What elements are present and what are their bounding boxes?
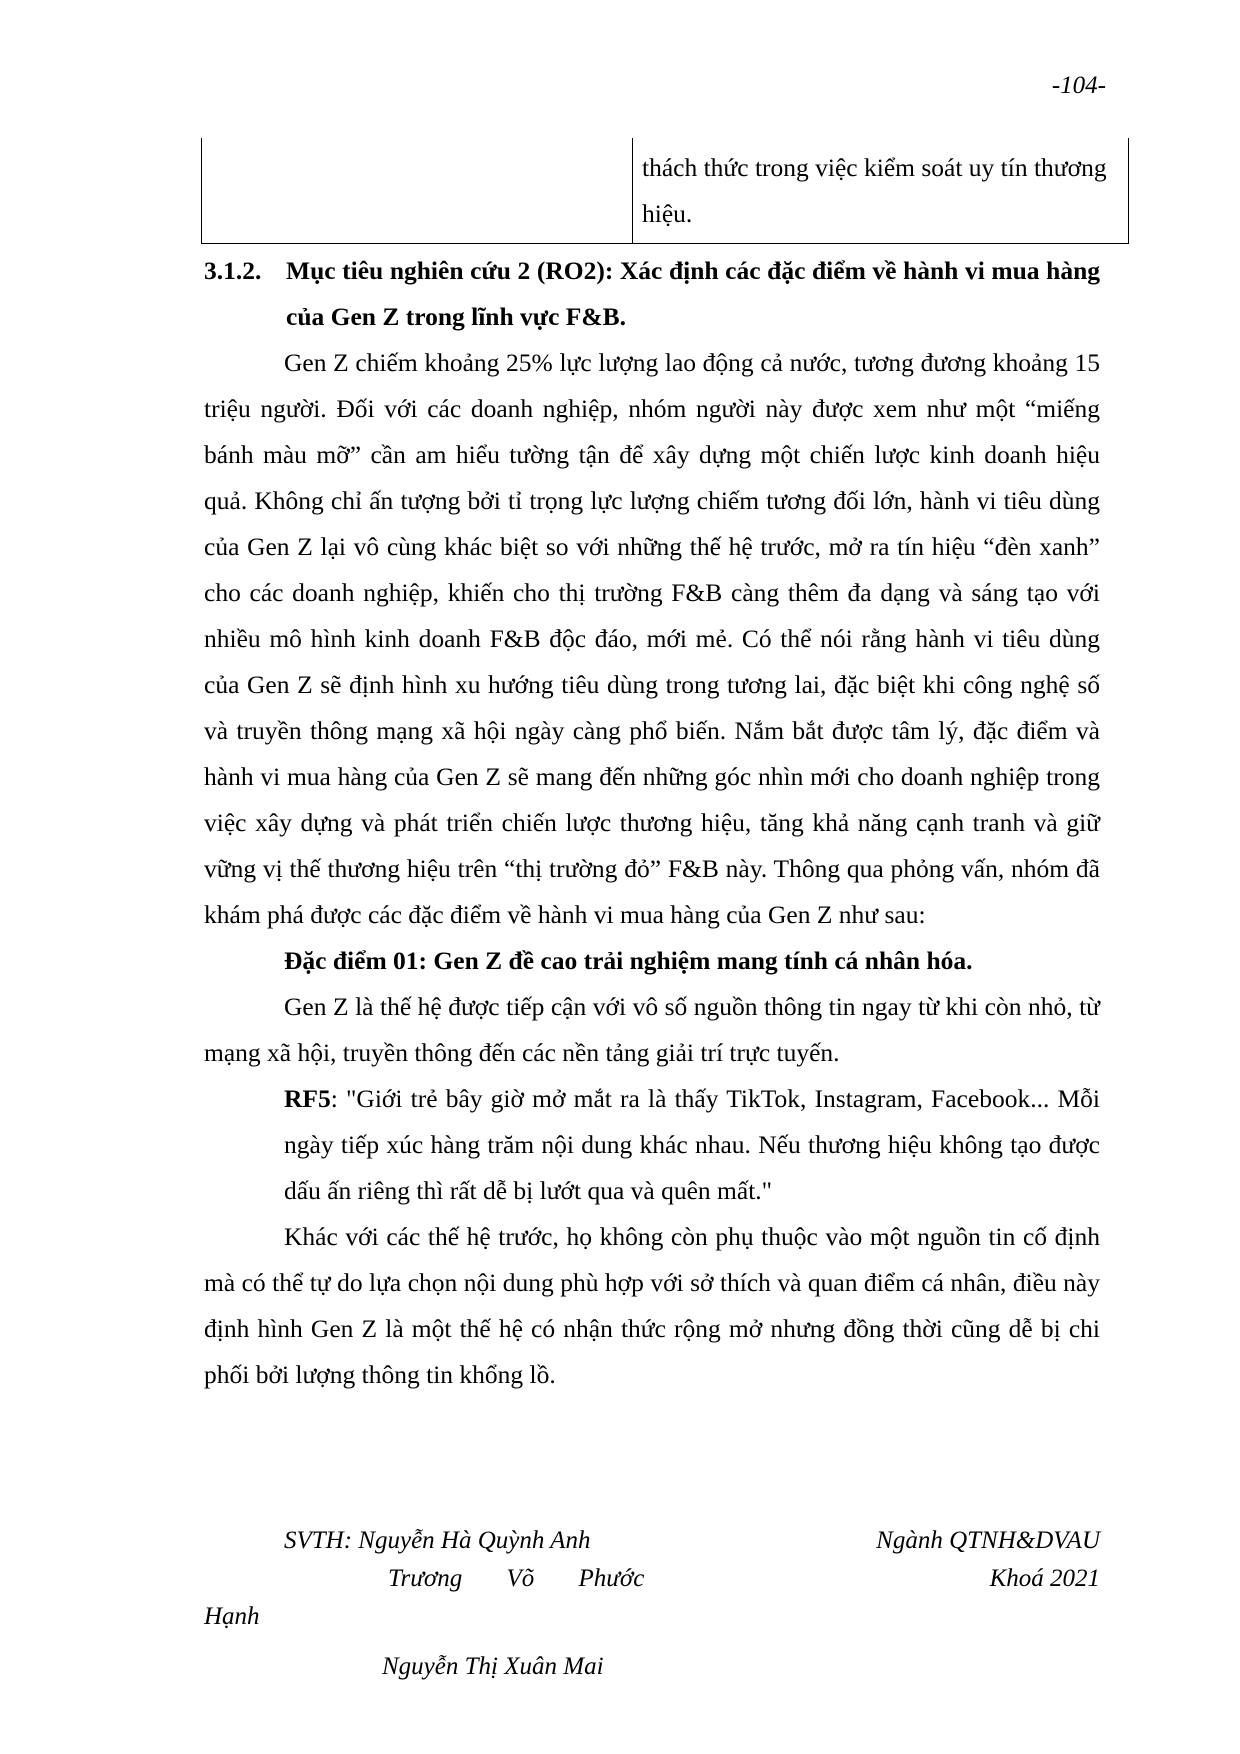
footer-program — [876, 1522, 1100, 1598]
table-row — [202, 138, 1129, 244]
footer-name-2-continued: Hạnh — [204, 1603, 260, 1630]
feature-heading: Đặc điểm 01: Gen Z đề cao trải nghiệm mang tính cá nhân hóa. — [284, 946, 973, 975]
section-number: 3.1.2. — [204, 256, 262, 285]
footer-name-2: Trương Võ Phước — [388, 1565, 645, 1592]
section-heading — [204, 248, 1100, 340]
footer-cohort: Khoá 2021 — [989, 1565, 1100, 1592]
table-cell-empty — [202, 138, 633, 244]
quote-text: : "Giới trẻ bây giờ mở mắt ra là thấy TikTok, Instagram, Facebook... Mỗi ngày tiếp xúc hàng trăm nội dung khác nhau. Nếu thương hiệu không tạo được dấu ấn riêng thì rất dễ bị lướt qua và quên mất." — [284, 1084, 1100, 1205]
section-title: Mục tiêu nghiên cứu 2 (RO2): Xác định các đặc điểm về hành vi mua hàng của Gen Z trong lĩnh vực F&B. — [286, 256, 1100, 331]
continued-table — [201, 138, 1129, 244]
quote-label: RF5 — [284, 1084, 331, 1113]
footer-major: Ngành QTNH&DVAU — [876, 1527, 1100, 1554]
page-number: -104- — [1051, 72, 1106, 99]
paragraph-gen-z-overview: Gen Z chiếm khoảng 25% lực lượng lao động cả nước, tương đương khoảng 15 triệu người. Đối với các doanh nghiệp, nhóm người này được xem như một “miếng bánh màu mỡ” cần am hiểu tường tận để xây dựng một chiến lược kinh doanh hiệu quả. Không chỉ ấn tượng bởi tỉ trọng lực lượng chiếm tương đối lớn, hành vi tiêu dùng của Gen Z lại vô cùng khác biệt so với những thế hệ trước, mở ra tín hiệu “đèn xanh” cho các doanh nghiệp, khiến cho thị trường F&B càng thêm đa dạng và sáng tạo với nhiều mô hình kinh doanh F&B độc đáo, mới mẻ. Có thể nói rằng hành vi tiêu dùng của Gen Z sẽ định hình xu hướng tiêu dùng trong tương lai, đặc biệt khi công nghệ số và truyền thông mạng xã hội ngày càng phổ biến. Nắm bắt được tâm lý, đặc điểm và hành vi mua hàng của Gen Z sẽ mang đến những góc nhìn mới cho doanh nghiệp trong việc xây dựng và phát triển chiến lược thương hiệu, tăng khả năng cạnh tranh và giữ vững vị thế thương hiệu trên “thị trường đỏ” F&B này. Thông qua phỏng vấn, nhóm đã khám phá được các đặc điểm về hành vi mua hàng của Gen Z như sau: — [204, 348, 1100, 929]
main-content — [204, 138, 1107, 1398]
footer-name-3: Nguyễn Thị Xuân Mai — [382, 1653, 604, 1680]
interview-quote — [204, 1076, 1100, 1214]
page-footer — [204, 1522, 1100, 1682]
table-cell-text: thách thức trong việc kiểm soát uy tín thương hiệu. — [633, 138, 1129, 244]
paragraph-generation-difference: Khác với các thế hệ trước, họ không còn phụ thuộc vào một nguồn tin cố định mà có thể tự do lựa chọn nội dung phù hợp với sở thích và quan điểm cá nhân, điều này định hình Gen Z là một thế hệ có nhận thức rộng mở nhưng đồng thời cũng dễ bị chi phối bởi lượng thông tin khổng lồ. — [204, 1222, 1100, 1389]
paragraph-information-access: Gen Z là thế hệ được tiếp cận với vô số nguồn thông tin ngay từ khi còn nhỏ, từ mạng xã hội, truyền thông đến các nền tảng giải trí trực tuyến. — [204, 992, 1100, 1067]
footer-svth: SVTH: Nguyễn Hà Quỳnh Anh — [284, 1527, 591, 1554]
